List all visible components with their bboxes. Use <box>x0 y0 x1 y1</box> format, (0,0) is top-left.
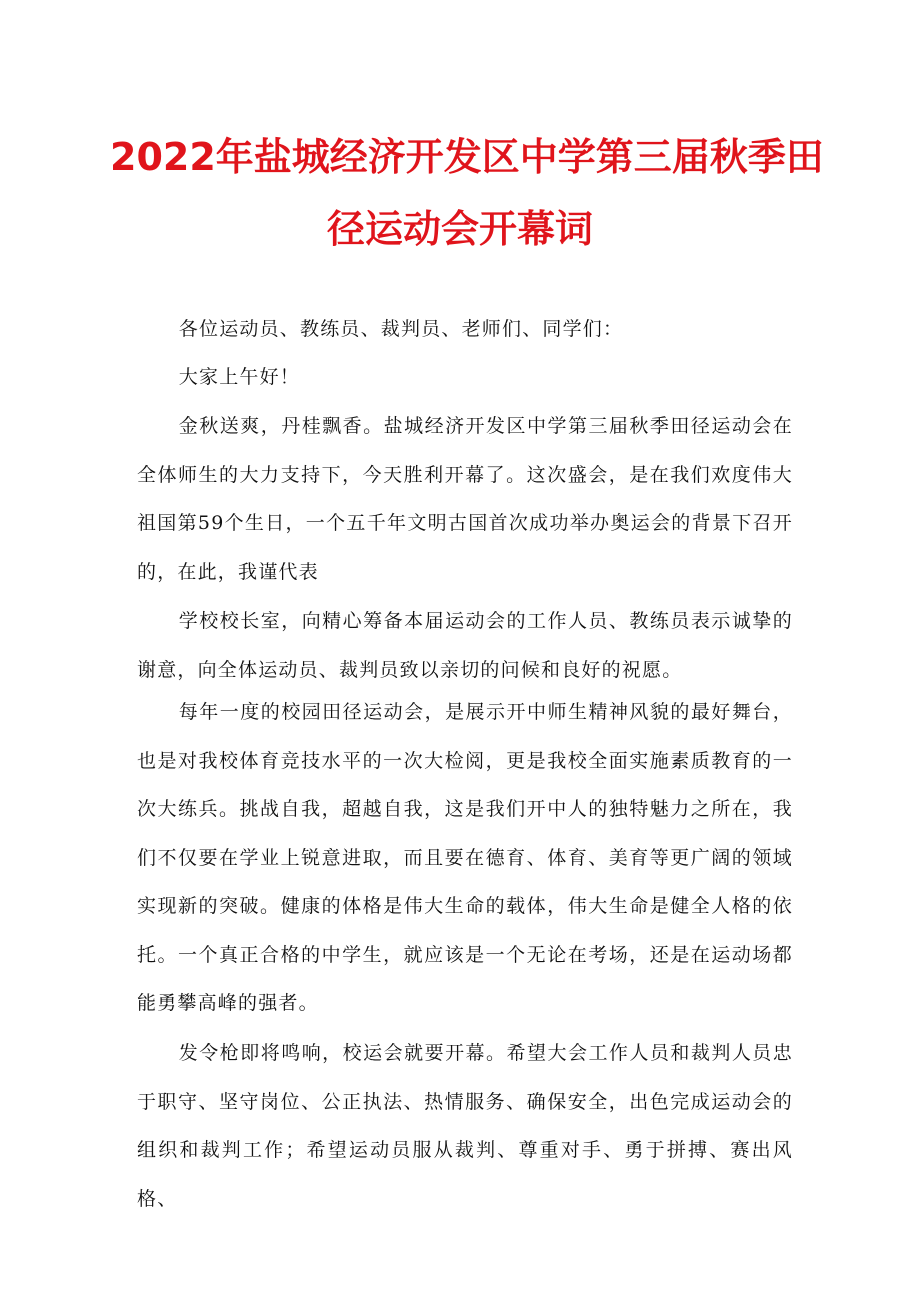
greeting-line: 大家上午好！ <box>178 366 300 388</box>
paragraph-2: 学校校长室，向精心筹备本届运动会的工作人员、教练员表示诚挚的谢意，向全体运动员、裁判员致以亲切的问候和良好的祝愿。 <box>137 610 793 681</box>
salutation: 各位运动员、教练员、裁判员、老师们、同学们： <box>178 318 624 340</box>
document-title-line-2: 径运动会开幕词 <box>326 207 593 251</box>
paragraph-1: 金秋送爽，丹桂飘香。盐城经济开发区中学第三届秋季田径运动会在全体师生的大力支持下，今天胜利开幕了。这次盛会，是在我们欢度伟大祖国第59个生日，一个五千年文明古国首次成功举办奥运会的背景下召开的，在此，我谨代表 <box>137 415 793 583</box>
paragraph-4: 发令枪即将鸣响，校运会就要开幕。希望大会工作人员和裁判人员忠于职守、坚守岗位、公正执法、热情服务、确保安全，出色完成运动会的组织和裁判工作；希望运动员服从裁判、尊重对手、勇于拼搏、赛出风格、 <box>137 1042 793 1210</box>
document-title-line-1: 2022年盐城经济开发区中学第三届秋季田 <box>110 135 824 179</box>
paragraph-3: 每年一度的校园田径运动会，是展示开中师生精神风貌的最好舞台，也是对我校体育竞技水平的一次大检阅，更是我校全面实施素质教育的一次大练兵。挑战自我，超越自我，这是我们开中人的独特魅力之所在，我们不仅要在学业上锐意进取，而且要在德育、体育、美育等更广阔的领域实现新的突破。健康的体格是伟大生命的载体，伟大生命是健全人格的依托。一个真正合格的中学生，就应该是一个无论在考场，还是在运动场都能勇攀高峰的强者。 <box>137 701 793 1014</box>
